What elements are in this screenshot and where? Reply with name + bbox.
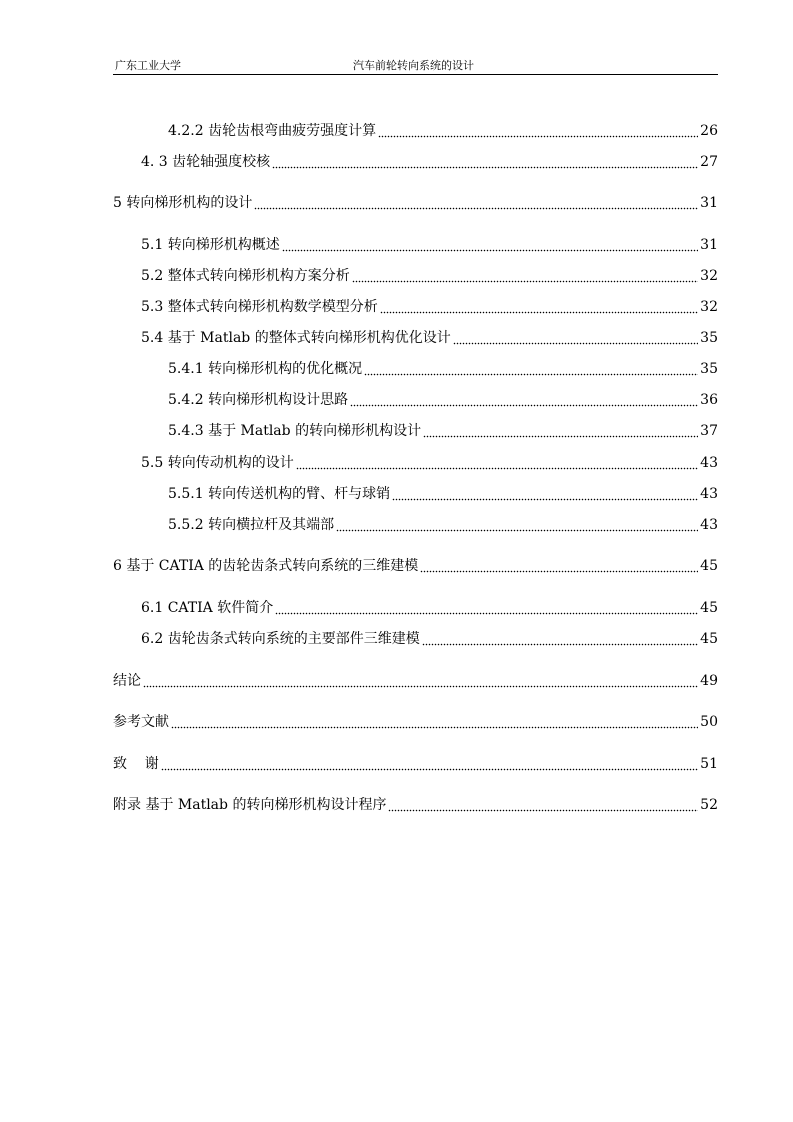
toc-label: 6 基于 CATIA 的齿轮齿条式转向系统的三维建模 [113,558,419,574]
toc-page-number: 45 [700,600,718,616]
toc-entry[interactable] [0,389,793,409]
toc-entry[interactable] [0,753,793,773]
toc-label: 4.2.2 齿轮齿根弯曲疲劳强度计算 [168,123,377,139]
toc-leader-dots [422,630,698,648]
toc-entry[interactable] [0,327,793,347]
toc-entry[interactable] [0,514,793,534]
toc-leader-dots [378,122,698,140]
toc-leader-dots [352,267,698,285]
toc-label: 5.5 转向传动机构的设计 [141,455,294,471]
header-university: 广东工业大学 [115,59,181,72]
page-header [113,57,718,75]
toc-entry[interactable] [0,151,793,171]
toc-page-number: 35 [700,330,718,346]
toc-label: 6.1 CATIA 软件简介 [141,600,274,616]
toc-entry[interactable] [0,555,793,575]
toc-leader-dots [143,672,698,690]
toc-entry[interactable] [0,597,793,617]
toc-leader-dots [272,153,698,171]
toc-leader-dots [392,485,698,503]
toc-page-number: 52 [700,797,718,813]
toc-entry[interactable] [0,296,793,316]
toc-leader-dots [254,194,698,212]
toc-leader-dots [161,755,698,773]
toc-page-number: 32 [700,268,718,284]
toc-entry[interactable] [0,420,793,440]
toc-page-number: 31 [700,195,718,211]
toc-page-number: 26 [700,123,718,139]
toc-leader-dots [350,391,698,409]
toc-leader-dots [380,298,698,316]
toc-label: 致 谢 [113,756,159,772]
toc-page-number: 45 [700,631,718,647]
toc-label: 参考文献 [113,714,169,730]
toc-entry[interactable] [0,265,793,285]
toc-label: 5.4 基于 Matlab 的整体式转向梯形机构优化设计 [141,330,451,346]
toc-label: 5.5.1 转向传送机构的臂、杆与球销 [168,486,391,502]
toc-leader-dots [296,454,698,472]
toc-page-number: 27 [700,154,718,170]
toc-page-number: 43 [700,455,718,471]
toc-label: 5.4.2 转向梯形机构设计思路 [168,392,349,408]
toc-entry[interactable] [0,670,793,690]
toc-label: 5.5.2 转向横拉杆及其端部 [168,517,335,533]
toc-label: 5.4.1 转向梯形机构的优化概况 [168,361,363,377]
toc-label: 附录 基于 Matlab 的转向梯形机构设计程序 [113,797,387,813]
toc-label: 5.1 转向梯形机构概述 [141,237,280,253]
toc-leader-dots [364,360,698,378]
toc-page-number: 32 [700,299,718,315]
toc-leader-dots [453,329,698,347]
toc-entry[interactable] [0,120,793,140]
toc-entry[interactable] [0,192,793,212]
toc-page-number: 50 [700,714,718,730]
toc-leader-dots [423,422,698,440]
toc-leader-dots [336,516,698,534]
toc-label: 6.2 齿轮齿条式转向系统的主要部件三维建模 [141,631,420,647]
toc-page-number: 43 [700,517,718,533]
toc-label: 结论 [113,673,141,689]
toc-entry[interactable] [0,234,793,254]
toc-entry[interactable] [0,358,793,378]
toc-page-number: 31 [700,237,718,253]
toc-label: 5.3 整体式转向梯形机构数学模型分析 [141,299,378,315]
toc-leader-dots [275,599,698,617]
toc-page-number: 49 [700,673,718,689]
toc-entry[interactable] [0,452,793,472]
header-thesis-title: 汽车前轮转向系统的设计 [353,59,474,72]
toc-page-number: 35 [700,361,718,377]
toc-leader-dots [282,236,698,254]
toc-entry[interactable] [0,483,793,503]
toc-leader-dots [171,713,698,731]
toc-page-number: 43 [700,486,718,502]
toc-label: 4. 3 齿轮轴强度校核 [141,154,271,170]
toc-page-number: 51 [700,756,718,772]
toc-page-number: 36 [700,392,718,408]
toc-label: 5.2 整体式转向梯形机构方案分析 [141,268,350,284]
toc-page-number: 37 [700,423,718,439]
toc-page-number: 45 [700,558,718,574]
toc-entry[interactable] [0,711,793,731]
toc-leader-dots [388,796,698,814]
toc-label: 5.4.3 基于 Matlab 的转向梯形机构设计 [168,423,422,439]
toc-entry[interactable] [0,628,793,648]
toc-leader-dots [420,557,698,575]
toc-entry[interactable] [0,794,793,814]
toc-label: 5 转向梯形机构的设计 [113,195,253,211]
